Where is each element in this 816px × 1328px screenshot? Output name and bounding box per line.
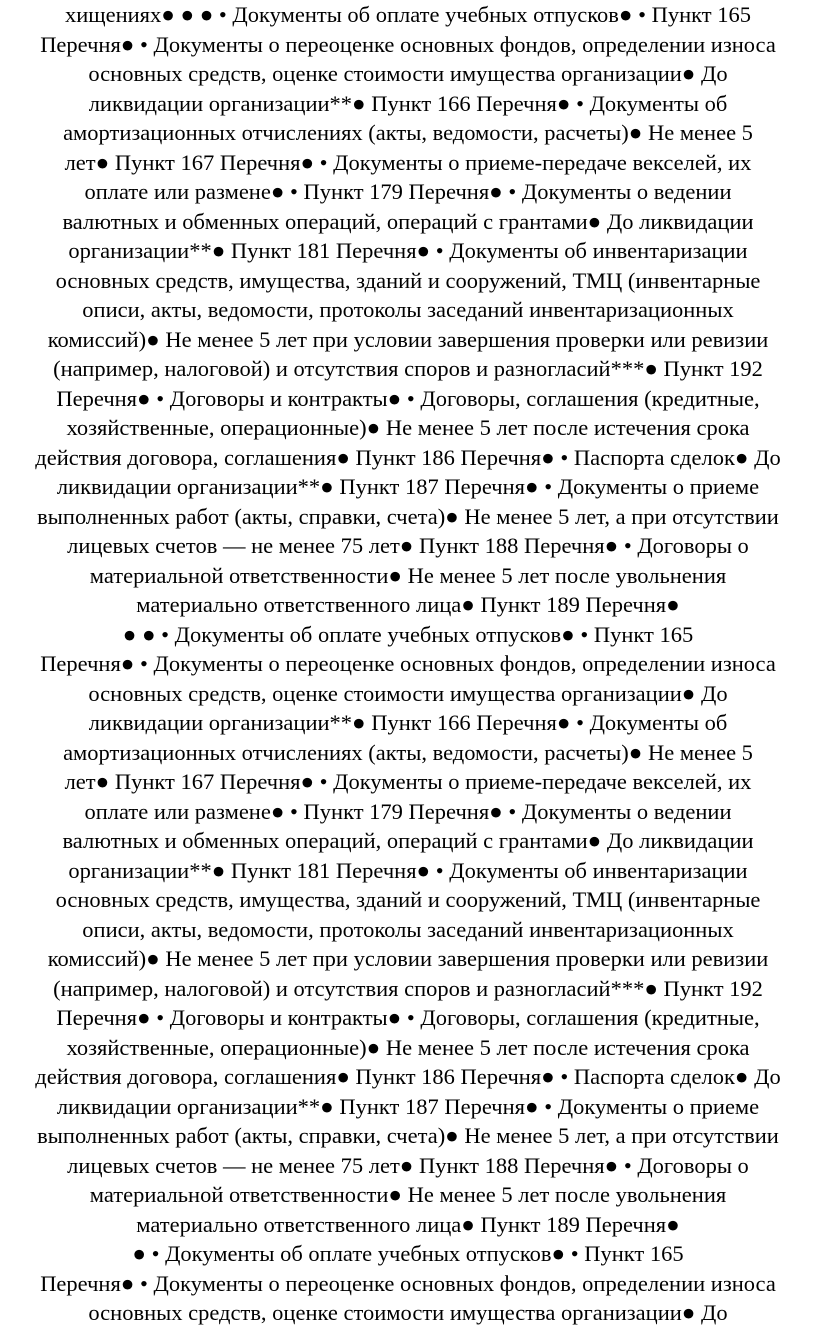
text-line: лет● Пункт 167 Перечня● • Документы о приеме-передаче векселей, их [64,769,752,794]
text-line: основных средств, оценке стоимости имущества организации● До [88,680,728,706]
text-line: выполненных работ (акты, справки, счета)● Не менее 5 лет, а при отсутствии [37,1123,779,1148]
text-line: хозяйственные, операционные)● Не менее 5 лет после истечения срока [66,1034,750,1060]
text-line: валютных и обменных операций, операций с грантами● До ликвидации [62,208,754,234]
text-line: основных средств, имущества, зданий и сооружений, ТМЦ (инвентарные [55,887,761,912]
text-line: материально ответственного лица● Пункт 189 Перечня● [136,1211,680,1237]
text-line: лет● Пункт 167 Перечня● • Документы о приеме-передаче векселей, их [64,149,752,175]
text-line: комиссий)● Не менее 5 лет при условии завершения проверки или ревизии [47,946,769,971]
text-line: оплате или размене● • Пункт 179 Перечня● • Документы о ведении [84,798,732,824]
text-line: организации**● Пункт 181 Перечня● • Документы об инвентаризации [68,238,748,263]
text-line: Перечня● • Договоры и контракты● • Договоры, соглашения (кредитные, [56,385,760,411]
text-line: основных средств, оценке стоимости имущества организации● До [88,1300,728,1325]
text-line: лицевых счетов — не менее 75 лет● Пункт 188 Перечня● • Договоры о [67,533,749,558]
text-line: амортизационных отчислениях (акты, ведомости, расчеты)● Не менее 5 [63,739,753,765]
text-line: ликвидации организации**● Пункт 187 Перечня● • Документы о приеме [56,1093,760,1119]
text-line: хищениях● ● ● • Документы об оплате учебных отпусков● • Пункт 165 [65,2,751,27]
text-line: организации**● Пункт 181 Перечня● • Документы об инвентаризации [68,857,748,883]
text-line: описи, акты, ведомости, протоколы заседаний инвентаризационных [82,297,734,322]
text-line: валютных и обменных операций, операций с грантами● До ликвидации [62,828,754,853]
text-line: материальной ответственности● Не менее 5 лет после увольнения [89,1182,727,1207]
text-line: ликвидации организации**● Пункт 166 Перечня● • Документы об [88,90,728,116]
text-line: основных средств, имущества, зданий и сооружений, ТМЦ (инвентарные [55,267,761,293]
text-line: (например, налоговой) и отсутствия споров и разногласий***● Пункт 192 [53,356,763,381]
text-line: Перечня● • Документы о переоценке основных фондов, определении износа [40,1270,776,1296]
text-line: оплате или размене● • Пункт 179 Перечня● • Документы о ведении [84,179,732,204]
text-line: (например, налоговой) и отсутствия споров и разногласий***● Пункт 192 [53,975,763,1001]
text-line: Перечня● • Договоры и контракты● • Договоры, соглашения (кредитные, [56,1005,760,1030]
text-line: ● ● • Документы об оплате учебных отпусков● • Пункт 165 [122,621,694,647]
text-line: материальной ответственности● Не менее 5 лет после увольнения [89,562,727,588]
text-line: действия договора, соглашения● Пункт 186 Перечня● • Паспорта сделок● До [35,1064,781,1089]
text-line: материально ответственного лица● Пункт 189 Перечня● [136,592,680,617]
text-line: ● • Документы об оплате учебных отпусков● • Пункт 165 [132,1241,684,1266]
text-line: ликвидации организации**● Пункт 166 Перечня● • Документы об [88,710,728,735]
text-line: основных средств, оценке стоимости имущества организации● До [88,61,728,86]
text-line: хозяйственные, операционные)● Не менее 5 лет после истечения срока [66,415,750,440]
text-line: амортизационных отчислениях (акты, ведомости, расчеты)● Не менее 5 [63,120,753,145]
text-line: ликвидации организации**● Пункт 187 Перечня● • Документы о приеме [56,474,760,499]
text-line: Перечня● • Документы о переоценке основных фондов, определении износа [40,651,776,676]
text-line: описи, акты, ведомости, протоколы заседаний инвентаризационных [82,916,734,942]
text-line: комиссий)● Не менее 5 лет при условии завершения проверки или ревизии [47,326,769,352]
text-line: лицевых счетов — не менее 75 лет● Пункт 188 Перечня● • Договоры о [67,1152,749,1178]
text-line: Перечня● • Документы о переоценке основных фондов, определении износа [40,31,776,57]
text-line: действия договора, соглашения● Пункт 186 Перечня● • Паспорта сделок● До [35,444,781,470]
text-line: выполненных работ (акты, справки, счета)● Не менее 5 лет, а при отсутствии [37,503,779,529]
